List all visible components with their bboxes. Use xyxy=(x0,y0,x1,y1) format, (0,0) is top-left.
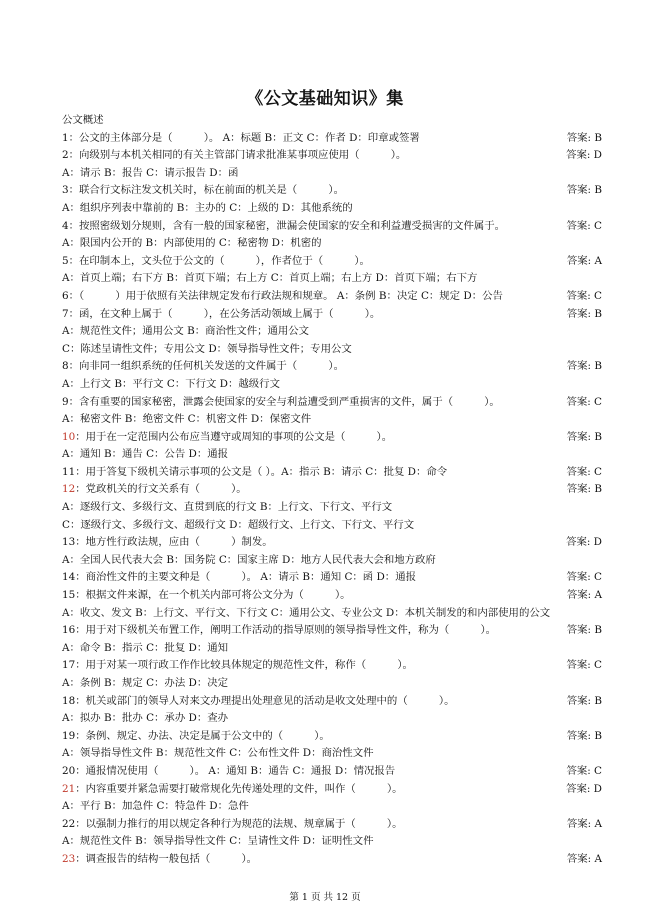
question-line xyxy=(62,816,602,834)
answer-label: 答案: C xyxy=(566,395,602,408)
question-text: ：调查报告的结构一般包括（ ）。 xyxy=(75,852,258,865)
answer-label: 答案: A xyxy=(566,852,602,865)
question-text: 22：以强制力推行的用以规定各种行为规范的法规、规章属于（ ）。 xyxy=(62,817,403,830)
question-line xyxy=(62,569,602,587)
options-line xyxy=(62,200,602,218)
question-text: 3：联合行文标注发文机关时，标在前面的机关是（ ）。 xyxy=(62,184,344,197)
options-line xyxy=(62,165,602,183)
question-text: A：领导指导性文件 B：规范性文件 C：公布性文件 D：商治性文件 xyxy=(62,747,374,760)
question-text: A：拟办 B：批办 C：承办 D：查办 xyxy=(62,712,229,725)
answer-label: 答案: B xyxy=(566,131,602,144)
options-line xyxy=(62,745,602,763)
question-line xyxy=(62,306,602,324)
question-line xyxy=(62,218,602,236)
answer-label: 答案: B xyxy=(566,307,602,320)
options-line xyxy=(62,323,602,341)
question-text: A：规范性文件 B：领导指导性文件 C：呈请性文件 D：证明性文件 xyxy=(62,835,374,848)
answer-label: 答案: B xyxy=(566,694,602,707)
question-text: A：秘密文件 B：绝密文件 C：机密文件 D：保密文件 xyxy=(62,413,312,426)
question-line xyxy=(62,657,602,675)
question-text: 19：条例、规定、办法、决定是属于公文中的（ ）。 xyxy=(62,729,330,742)
options-line xyxy=(62,341,602,359)
question-text: A：组织序列表中靠前的 B：主办的 C：上级的 D：其他系统的 xyxy=(62,201,353,214)
question-text: 1：公文的主体部分是（ ）。 A：标题 B：正文 C：作者 D：印章或签署 xyxy=(62,131,420,144)
question-text: ：党政机关的行文关系有（ ）。 xyxy=(75,483,247,496)
question-line xyxy=(62,394,602,412)
question-number: 23 xyxy=(62,852,76,865)
question-line xyxy=(62,851,602,869)
question-text: 9：含有重要的国家秘密，泄露会使国家的安全与利益遭受到严重损害的文件，属于（ ）。 xyxy=(62,395,500,408)
question-line xyxy=(62,147,602,165)
question-text: 7：函，在文种上属于（ ），在公务活动领域上属于（ ）。 xyxy=(62,307,381,320)
question-line xyxy=(62,763,602,781)
answer-label: 答案: D xyxy=(566,782,602,795)
answer-label: 答案: B xyxy=(566,624,602,637)
question-list xyxy=(62,112,602,869)
options-line xyxy=(62,499,602,517)
question-text: 15：根据文件来源，在一个机关内部可将公文分为（ ）。 xyxy=(62,589,351,602)
question-text: A：请示 B：报告 C：请示报告 D：函 xyxy=(62,166,239,179)
question-text: 20：通报情况使用（ ）。 A：通知 B：通告 C：通报 D：情况报告 xyxy=(62,764,396,777)
section-heading: 公文概述 xyxy=(62,114,104,126)
question-line xyxy=(62,728,602,746)
answer-label: 答案: B xyxy=(566,430,602,443)
answer-label: 答案: B xyxy=(566,360,602,373)
question-text: A：收文、发文 B：上行文、平行文、下行文 C：通用公文、专业公文 D：本机关制发的和内部使用的公文 xyxy=(62,606,551,619)
question-line xyxy=(62,253,602,271)
page-title: 《公文基础知识》集 xyxy=(246,89,404,109)
question-number: 10 xyxy=(62,430,76,443)
question-text: ：内容重要并紧急需要打破常规化先传递处理的文件，叫作（ ）。 xyxy=(75,782,403,795)
question-line xyxy=(62,358,602,376)
question-text: A：命令 B：指示 C：批复 D：通知 xyxy=(62,641,229,654)
question-text: A：上行文 B：平行文 C：下行文 D：越级行文 xyxy=(62,377,280,390)
options-line xyxy=(62,798,602,816)
question-text: A：平行 B：加急件 C：特急件 D：急件 xyxy=(62,800,249,813)
options-line xyxy=(62,270,602,288)
page-footer: 第 1 页 共 12 页 xyxy=(289,892,361,903)
question-text: 11：用于答复下级机关请示事项的公文是（ ）。A：指示 B：请示 C：批复 D：命令 xyxy=(62,465,448,478)
question-line xyxy=(62,429,602,447)
options-line xyxy=(62,235,602,253)
options-line xyxy=(62,446,602,464)
question-line xyxy=(62,622,602,640)
question-line xyxy=(62,693,602,711)
answer-label: 答案: C xyxy=(566,219,602,232)
answer-label: 答案: C xyxy=(566,289,602,302)
question-text: 17：用于对某一项行政工作作比较具体规定的规范性文件，称作（ ）。 xyxy=(62,659,413,672)
answer-label: 答案: B xyxy=(566,483,602,496)
question-text: A：首页上端；右下方 B：首页下端；右上方 C：首页上端；右上方 D：首页下端；右下方 xyxy=(62,272,478,285)
answer-label: 答案: A xyxy=(566,254,602,267)
question-text: C：逐级行文、多级行文、超级行文 D：超级行文、上行文、下行文、平行文 xyxy=(62,518,415,531)
question-line xyxy=(62,781,602,799)
answer-label: 答案: D xyxy=(566,536,602,549)
question-text: 4：按照密级划分规则，含有一般的国家秘密，泄漏会使国家的安全和利益遭受损害的文件属于。 xyxy=(62,219,506,232)
question-text: A：规范性文件；通用公文 B：商治性文件；通用公文 xyxy=(62,325,310,338)
question-text: A：限国内公开的 B：内部使用的 C：秘密物 D：机密的 xyxy=(62,237,322,250)
question-text: 8：向非同一组织系统的任何机关发送的文件属于（ ）。 xyxy=(62,360,344,373)
question-line xyxy=(62,481,602,499)
question-line xyxy=(62,288,602,306)
options-line xyxy=(62,833,602,851)
question-line xyxy=(62,464,602,482)
options-line xyxy=(62,411,602,429)
question-text: 16：用于对下级机关布置工作，阐明工作活动的指导原则的领导指导性文件，称为（ ）。 xyxy=(62,624,497,637)
question-text: A：条例 B：规定 C：办法 D：决定 xyxy=(62,677,229,689)
question-line xyxy=(62,534,602,552)
answer-label: 答案: C xyxy=(566,465,602,478)
options-line xyxy=(62,552,602,570)
question-text: 18：机关或部门的领导人对来文办理提出处理意见的活动是收文处理中的（ ）。 xyxy=(62,694,455,707)
answer-label: 答案: B xyxy=(566,184,602,197)
answer-label: 答案: C xyxy=(566,764,602,777)
question-text: 13：地方性行政法规，应由（ ）制发。 xyxy=(62,536,273,549)
options-line xyxy=(62,675,602,693)
question-text: ：用于在一定范围内公布应当遵守或周知的事项的公文是（ ）。 xyxy=(75,430,393,443)
answer-label: 答案: A xyxy=(566,589,602,602)
question-line xyxy=(62,182,602,200)
options-line xyxy=(62,605,602,623)
answer-label: 答案: C xyxy=(566,571,602,584)
options-line xyxy=(62,376,602,394)
question-text: A：全国人民代表大会 B：国务院 C：国家主席 D：地方人民代表大会和地方政府 xyxy=(62,553,436,566)
answer-label: 答案: C xyxy=(566,659,602,672)
question-line xyxy=(62,130,602,148)
question-text: A：逐级行文、多级行文、直贯到底的行文 B：上行文、下行文、平行文 xyxy=(62,501,393,514)
question-text: A：通知 B：通告 C：公告 D：通报 xyxy=(62,448,229,461)
question-text: 6：（ ）用于依照有关法律规定发布行政法规和规章。 A：条例 B：决定 C：规定 D：公告 xyxy=(62,289,503,302)
question-line xyxy=(62,587,602,605)
question-text: 5：在印制本上，文头位于公文的（ ），作者位于（ ）。 xyxy=(62,254,370,267)
options-line xyxy=(62,710,602,728)
question-number: 21 xyxy=(62,782,76,795)
question-text: 14：商治性文件的主要文种是（ ）。 A：请示 B：通知 C：函 D：通报 xyxy=(62,571,416,584)
answer-label: 答案: B xyxy=(566,729,602,742)
answer-label: 答案: D xyxy=(566,149,602,162)
question-number: 12 xyxy=(62,483,76,496)
answer-label: 答案: A xyxy=(566,817,602,830)
options-line xyxy=(62,517,602,535)
options-line xyxy=(62,640,602,658)
question-text: 2：向级别与本机关相同的有关主管部门请求批准某事项应使用（ ）。 xyxy=(62,149,407,162)
question-text: C：陈述呈请性文件；专用公文 D：领导指导性文件；专用公文 xyxy=(62,342,352,355)
